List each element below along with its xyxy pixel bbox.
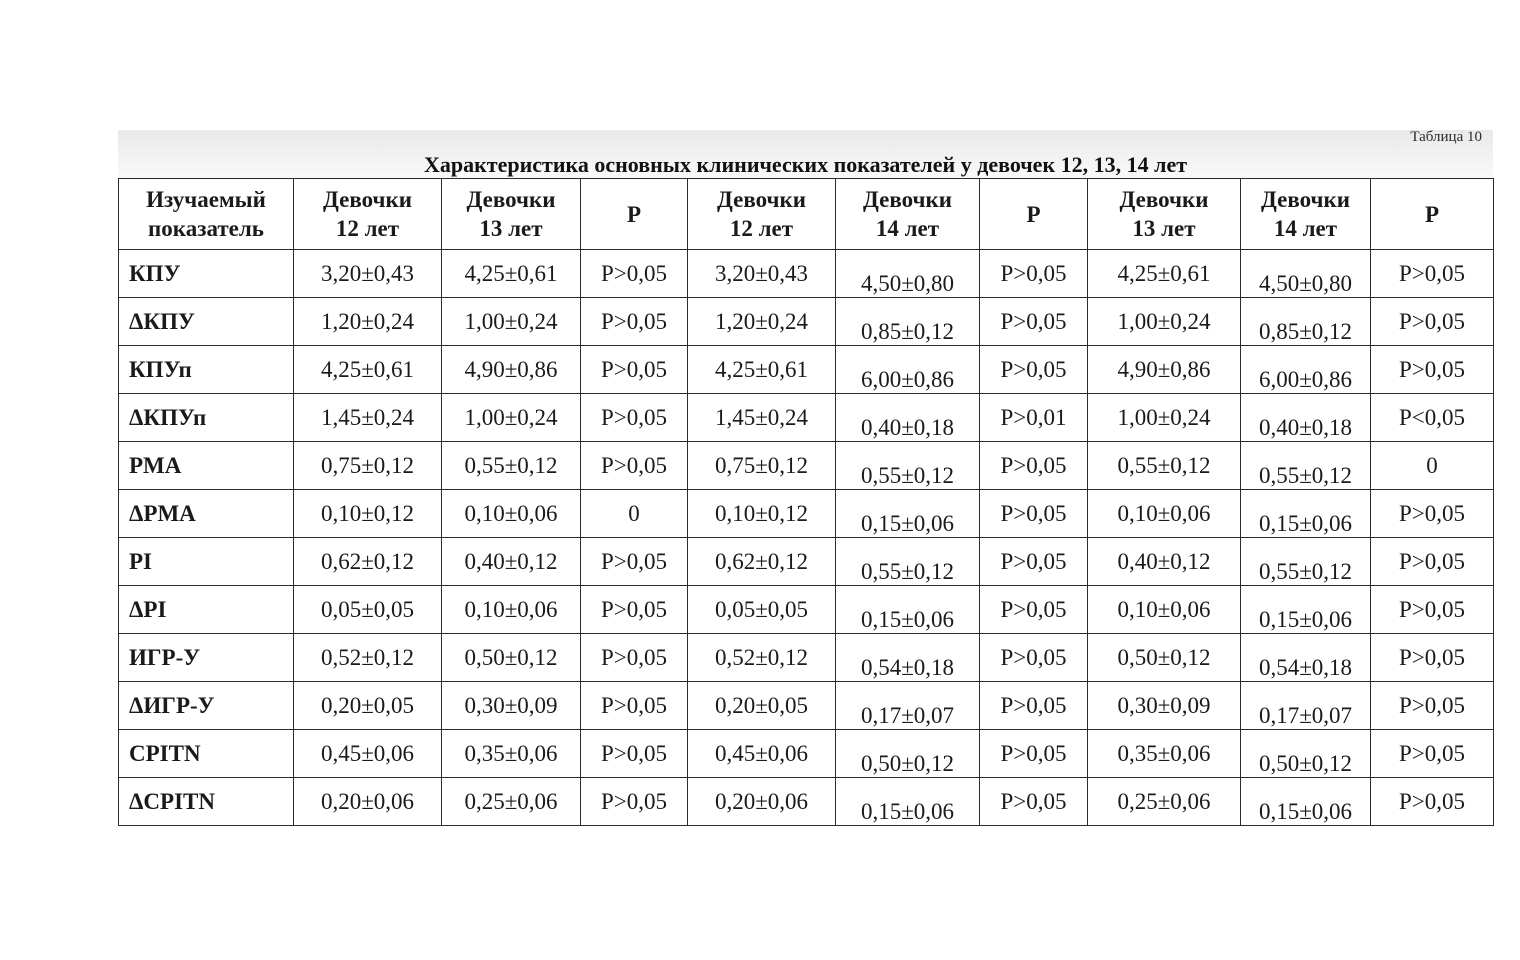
column-header [1088,179,1241,250]
value-cell: P>0,05 [581,730,688,778]
column-header-line: 14 лет [1273,216,1338,241]
value-cell: 0,45±0,06 [688,730,836,778]
table-row [119,490,1494,538]
indicator-cell: CPITN [119,730,294,778]
value-cell: 0,55±0,12 [442,442,581,490]
value-cell: P>0,05 [1371,730,1494,778]
value-cell: 0,10±0,06 [1088,490,1241,538]
value-cell: P>0,05 [980,586,1088,634]
value-cell: 0,10±0,06 [442,490,581,538]
value-cell: 0,50±0,12 [1241,730,1371,778]
value-cell: 0,40±0,18 [836,394,980,442]
column-header-line: P [1424,201,1440,227]
value-cell: 0,54±0,18 [836,634,980,682]
value-cell: P>0,05 [980,490,1088,538]
value-cell: 1,45±0,24 [294,394,442,442]
column-header [688,179,836,250]
column-header-line: 12 лет [729,216,794,241]
column-header-line: Девочки [863,187,952,212]
value-cell: P>0,05 [1371,538,1494,586]
value-cell: P>0,05 [1371,778,1494,826]
value-cell: 1,00±0,24 [442,394,581,442]
value-cell: 0,10±0,12 [688,490,836,538]
value-cell: 4,50±0,80 [1241,250,1371,298]
value-cell: P>0,05 [581,586,688,634]
table-row [119,298,1494,346]
value-cell: 0,40±0,12 [1088,538,1241,586]
indicator-cell: ΔPI [119,586,294,634]
indicator-cell: ΔИГР-У [119,682,294,730]
value-cell: 0,15±0,06 [1241,490,1371,538]
value-cell: P>0,05 [581,250,688,298]
column-header-line: Девочки [466,187,556,212]
value-cell: 4,25±0,61 [1088,250,1241,298]
table-header [119,179,1494,250]
column-header-line: 12 лет [335,216,400,241]
value-cell: 3,20±0,43 [688,250,836,298]
value-cell: 0,45±0,06 [294,730,442,778]
table-row [119,346,1494,394]
column-header-line: Девочки [1261,187,1350,212]
indicator-cell: КПУп [119,346,294,394]
value-cell: 0,20±0,06 [294,778,442,826]
column-header [980,179,1088,250]
value-cell: P>0,05 [581,634,688,682]
value-cell: P>0,05 [581,538,688,586]
column-header-line: Девочки [1119,187,1209,212]
value-cell: P>0,05 [980,298,1088,346]
column-header-line: Девочки [717,187,806,212]
column-header-line: Изучаемый [146,187,266,212]
table-row [119,538,1494,586]
value-cell: 1,00±0,24 [1088,394,1241,442]
value-cell: 0,50±0,12 [1088,634,1241,682]
table-row [119,634,1494,682]
column-header-line: 13 лет [1132,216,1196,241]
table-title: Характеристика основных клинических показателей у девочек 12, 13, 14 лет [423,152,1188,177]
table-row [119,778,1494,826]
indicator-cell: КПУ [119,250,294,298]
table-body [119,250,1494,826]
value-cell: 6,00±0,86 [836,346,980,394]
table-row [119,394,1494,442]
column-header-line: P [626,201,642,227]
value-cell: 4,90±0,86 [442,346,581,394]
value-cell: P>0,05 [980,538,1088,586]
value-cell: 0,10±0,06 [442,586,581,634]
value-cell: 0,55±0,12 [1088,442,1241,490]
value-cell: P>0,05 [980,634,1088,682]
value-cell: 0,20±0,06 [688,778,836,826]
value-cell: P>0,05 [581,442,688,490]
value-cell: 0,35±0,06 [1088,730,1241,778]
column-header-line: P [1026,201,1041,227]
indicator-cell: ΔКПУ [119,298,294,346]
value-cell: P>0,05 [581,346,688,394]
value-cell: 6,00±0,86 [1241,346,1371,394]
value-cell: 0,15±0,06 [836,778,980,826]
value-cell: 0,20±0,05 [688,682,836,730]
value-cell: 0,17±0,07 [1241,682,1371,730]
column-header [836,179,980,250]
value-cell: 1,00±0,24 [1088,298,1241,346]
value-cell: 0 [1371,442,1494,490]
column-header [1241,179,1371,250]
value-cell: 0,50±0,12 [442,634,581,682]
column-header [442,179,581,250]
value-cell: 4,25±0,61 [442,250,581,298]
value-cell: P>0,05 [1371,634,1494,682]
table-row [119,730,1494,778]
value-cell: P>0,05 [1371,586,1494,634]
column-header [1371,179,1494,250]
column-header [581,179,688,250]
indicator-cell: PI [119,538,294,586]
indicator-cell: ΔCPITN [119,778,294,826]
value-cell: P>0,05 [1371,490,1494,538]
value-cell: P>0,05 [1371,682,1494,730]
value-cell: 0,52±0,12 [688,634,836,682]
indicator-cell: ΔКПУп [119,394,294,442]
column-header-line: 13 лет [479,216,543,241]
value-cell: 0,15±0,06 [836,490,980,538]
value-cell: P>0,05 [1371,250,1494,298]
value-cell: 0,62±0,12 [688,538,836,586]
table-row [119,250,1494,298]
value-cell: P>0,05 [980,250,1088,298]
value-cell: 0,75±0,12 [688,442,836,490]
column-header-line: показатель [148,216,264,241]
value-cell: 0,40±0,12 [442,538,581,586]
value-cell: P>0,05 [581,298,688,346]
value-cell: 0,10±0,06 [1088,586,1241,634]
value-cell: 4,25±0,61 [688,346,836,394]
value-cell: 0,35±0,06 [442,730,581,778]
column-header [119,179,294,250]
clinical-indicators-table [118,178,1494,826]
value-cell: 0,55±0,12 [836,442,980,490]
value-cell: 4,25±0,61 [294,346,442,394]
value-cell: 1,20±0,24 [294,298,442,346]
indicator-cell: ИГР-У [119,634,294,682]
value-cell: P>0,05 [980,442,1088,490]
value-cell: 1,45±0,24 [688,394,836,442]
value-cell: 0,25±0,06 [442,778,581,826]
column-header [294,179,442,250]
value-cell: P>0,05 [1371,298,1494,346]
value-cell: 3,20±0,43 [294,250,442,298]
value-cell: 0,54±0,18 [1241,634,1371,682]
value-cell: 1,00±0,24 [442,298,581,346]
value-cell: 0,55±0,12 [1241,538,1371,586]
value-cell: 0,55±0,12 [1241,442,1371,490]
column-header-line: 14 лет [875,216,940,241]
column-header-line: Девочки [323,187,412,212]
value-cell: P>0,05 [980,682,1088,730]
value-cell: P>0,01 [980,394,1088,442]
value-cell: P>0,05 [980,778,1088,826]
header-row [119,179,1494,250]
table-number: Таблица 10 [1410,129,1482,145]
value-cell: 0,10±0,12 [294,490,442,538]
value-cell: 0,15±0,06 [1241,586,1371,634]
value-cell: 0,15±0,06 [1241,778,1371,826]
table-row [119,442,1494,490]
value-cell: P>0,05 [581,778,688,826]
value-cell: P>0,05 [980,346,1088,394]
value-cell: 0,52±0,12 [294,634,442,682]
value-cell: 1,20±0,24 [688,298,836,346]
value-cell: 0,30±0,09 [1088,682,1241,730]
value-cell: P>0,05 [581,682,688,730]
value-cell: 0,20±0,05 [294,682,442,730]
value-cell: 0,15±0,06 [836,586,980,634]
value-cell: 4,50±0,80 [836,250,980,298]
value-cell: 0,55±0,12 [836,538,980,586]
indicator-cell: PMA [119,442,294,490]
value-cell: 0 [581,490,688,538]
value-cell: P>0,05 [980,730,1088,778]
indicator-cell: ΔPMA [119,490,294,538]
value-cell: 0,17±0,07 [836,682,980,730]
value-cell: P<0,05 [1371,394,1494,442]
value-cell: 0,05±0,05 [688,586,836,634]
value-cell: 4,90±0,86 [1088,346,1241,394]
value-cell: 0,05±0,05 [294,586,442,634]
value-cell: 0,40±0,18 [1241,394,1371,442]
value-cell: 0,75±0,12 [294,442,442,490]
table-row [119,682,1494,730]
value-cell: P>0,05 [581,394,688,442]
value-cell: 0,25±0,06 [1088,778,1241,826]
value-cell: 0,50±0,12 [836,730,980,778]
value-cell: 0,85±0,12 [1241,298,1371,346]
table-row [119,586,1494,634]
value-cell: 0,62±0,12 [294,538,442,586]
value-cell: P>0,05 [1371,346,1494,394]
value-cell: 0,30±0,09 [442,682,581,730]
value-cell: 0,85±0,12 [836,298,980,346]
